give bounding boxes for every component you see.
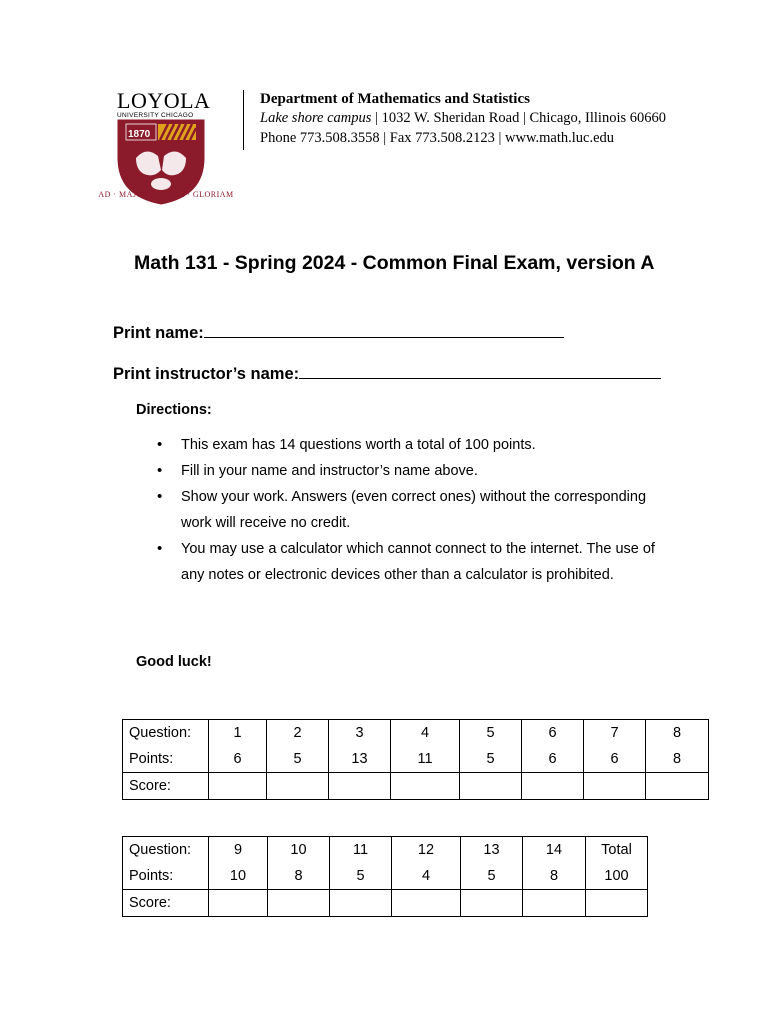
question-number: 4 <box>391 720 460 747</box>
score-cell[interactable] <box>392 890 461 917</box>
points-value: 8 <box>646 746 709 773</box>
points-value: 4 <box>392 863 461 890</box>
question-number: 11 <box>330 837 392 864</box>
instructor-name-label: Print instructor’s name: <box>113 365 300 383</box>
direction-item: • Show your work. Answers (even correct ones) without the corresponding work will receive no credit. <box>181 484 676 536</box>
question-number: 12 <box>392 837 461 864</box>
points-value: 6 <box>209 746 267 773</box>
exam-title: Math 131 - Spring 2024 - Common Final Exam, version A <box>134 252 655 274</box>
row-label-points: Points: <box>123 746 209 773</box>
points-value: 8 <box>268 863 330 890</box>
points-value: 10 <box>209 863 268 890</box>
university-subtitle: UNIVERSITY CHICAGO <box>117 112 194 119</box>
score-cell[interactable] <box>584 773 646 800</box>
question-number: 9 <box>209 837 268 864</box>
question-number: 13 <box>461 837 523 864</box>
question-number: 8 <box>646 720 709 747</box>
department-contact: Phone 773.508.3558 | Fax 773.508.2123 | www.math.luc.edu <box>260 130 615 146</box>
print-name-blank[interactable] <box>204 322 564 338</box>
score-cell[interactable] <box>460 773 522 800</box>
question-number: 1 <box>209 720 267 747</box>
points-value: 8 <box>523 863 586 890</box>
total-points: 100 <box>586 863 648 890</box>
points-value: 5 <box>460 746 522 773</box>
points-value: 11 <box>391 746 460 773</box>
street-address: | 1032 W. Sheridan Road | Chicago, Illinois 60660 <box>371 110 667 126</box>
row-label-score: Score: <box>123 773 209 800</box>
question-number: 5 <box>460 720 522 747</box>
score-cell[interactable] <box>461 890 523 917</box>
total-header: Total <box>586 837 648 864</box>
seal-year: 1870 <box>128 129 151 140</box>
score-cell[interactable] <box>330 890 392 917</box>
instructor-name-field[interactable] <box>113 363 661 384</box>
points-value: 5 <box>267 746 329 773</box>
directions-heading: Directions: <box>136 402 212 418</box>
question-number: 14 <box>523 837 586 864</box>
score-cell[interactable] <box>523 890 586 917</box>
print-name-field[interactable] <box>113 322 564 343</box>
question-number: 3 <box>329 720 391 747</box>
score-cell[interactable] <box>646 773 709 800</box>
row-label-question: Question: <box>123 837 209 864</box>
score-cell[interactable] <box>267 773 329 800</box>
question-number: 6 <box>522 720 584 747</box>
university-wordmark: LOYOLA <box>117 88 211 113</box>
row-label-question: Question: <box>123 720 209 747</box>
row-label-points: Points: <box>123 863 209 890</box>
question-number: 10 <box>268 837 330 864</box>
row-label-score: Score: <box>123 890 209 917</box>
points-value: 13 <box>329 746 391 773</box>
instructor-name-blank[interactable] <box>299 363 661 379</box>
department-address <box>260 110 666 127</box>
seal-motto: AD · MAJOREM · DEI · GLORIAM <box>98 190 234 199</box>
good-luck-text: Good luck! <box>136 654 212 670</box>
score-cell[interactable] <box>268 890 330 917</box>
print-name-label: Print name: <box>113 324 204 342</box>
direction-item: • You may use a calculator which cannot connect to the internet. The use of any notes or electronic devices other than a calculator is prohibited. <box>181 536 676 588</box>
score-cell[interactable] <box>209 773 267 800</box>
score-cell[interactable] <box>522 773 584 800</box>
direction-item: • This exam has 14 questions worth a total of 100 points. <box>181 432 676 458</box>
campus-name: Lake shore campus <box>260 110 372 126</box>
directions-list <box>136 432 676 588</box>
points-value: 6 <box>522 746 584 773</box>
question-number: 7 <box>584 720 646 747</box>
direction-item: • Fill in your name and instructor’s name above. <box>181 458 676 484</box>
score-table-1 <box>122 719 709 800</box>
points-value: 6 <box>584 746 646 773</box>
total-score-cell[interactable] <box>586 890 648 917</box>
score-cell[interactable] <box>329 773 391 800</box>
points-value: 5 <box>461 863 523 890</box>
department-name: Department of Mathematics and Statistics <box>260 91 530 107</box>
score-cell[interactable] <box>209 890 268 917</box>
letterhead-divider <box>243 90 244 150</box>
score-table-2 <box>122 836 648 917</box>
score-cell[interactable] <box>391 773 460 800</box>
question-number: 2 <box>267 720 329 747</box>
points-value: 5 <box>330 863 392 890</box>
